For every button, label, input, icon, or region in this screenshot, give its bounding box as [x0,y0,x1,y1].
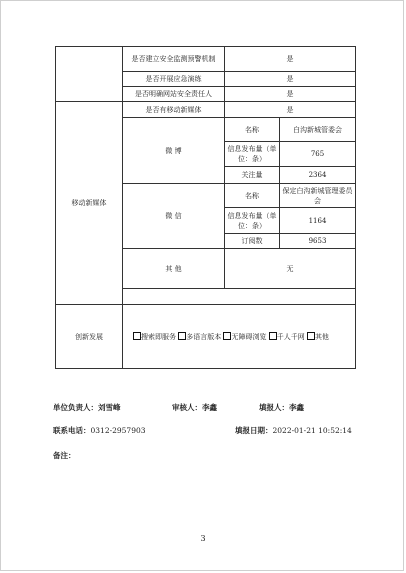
wechat-label: 微 信 [123,184,225,249]
phone-value: 0312-2957903 [90,426,146,435]
notes-label: 备注： [53,451,76,460]
phone-label: 联系电话： [53,426,91,435]
innovation-checkbox-line [133,332,353,342]
row-value: 是 [225,72,356,87]
date-label: 填报日期： [235,426,273,435]
filler-value: 李鑫 [289,403,304,412]
other-value: 无 [225,249,356,289]
wechat-subscribers-label: 订阅数 [225,234,280,249]
unit-head-label: 单位负责人： [53,403,98,412]
filler-line [259,402,304,413]
checkbox-icon[interactable] [307,332,315,340]
has-media-value: 是 [225,102,356,118]
reviewer-line [172,402,217,413]
date-value: 2022-01-21 10:52:14 [272,426,352,435]
report-table [55,46,356,369]
option-label: 其他 [314,332,329,341]
weibo-followers-value: 2364 [280,167,356,184]
table-row [56,102,356,118]
row-value: 是 [225,87,356,102]
reviewer-label: 审核人： [172,403,202,412]
weibo-label: 微 博 [123,118,225,184]
option-label: 搜索即服务 [141,332,176,341]
checkbox-icon[interactable] [269,332,277,340]
weibo-name-label: 名称 [225,118,280,142]
has-media-label: 是否有移动新媒体 [123,102,225,118]
wechat-name-value: 保定白沟新城管理委员会 [280,184,356,208]
row-label: 是否建立安全监测预警机制 [123,47,225,72]
page-number: 3 [200,534,206,543]
table-row [56,305,356,369]
option-label: 无障碍浏览 [231,332,267,341]
wechat-publish-value: 1164 [280,208,356,234]
weibo-followers-label: 关注量 [225,167,280,184]
date-line [235,425,352,436]
filler-label: 填报人： [259,403,289,412]
innovation-options [123,305,356,369]
notes-line [53,450,76,461]
other-label: 其 他 [123,249,225,289]
weibo-name-value: 白沟新城管委会 [280,118,356,142]
wechat-publish-label: 信息发布量（单位：条） [225,208,280,234]
blank-cell [56,47,123,102]
innovation-label: 创新发展 [56,305,123,369]
unit-head-value: 刘雪峰 [98,403,121,412]
weibo-publish-value: 765 [280,142,356,167]
row-value: 是 [225,47,356,72]
wechat-subscribers-value: 9653 [280,234,356,249]
weibo-publish-label: 信息发布量（单位：条） [225,142,280,167]
option-label: 千人千网 [276,332,305,341]
wechat-name-label: 名称 [225,184,280,208]
media-section-label: 移动新媒体 [56,102,123,305]
unit-head-line [53,402,121,413]
row-label: 是否明确网站安全责任人 [123,87,225,102]
option-label: 多语言版本 [186,332,222,341]
reviewer-value: 李鑫 [202,403,217,412]
table-row [56,47,356,72]
row-label: 是否开展应急演练 [123,72,225,87]
blank-cell [123,289,356,305]
phone-line [53,425,146,436]
checkbox-icon[interactable] [133,332,141,340]
